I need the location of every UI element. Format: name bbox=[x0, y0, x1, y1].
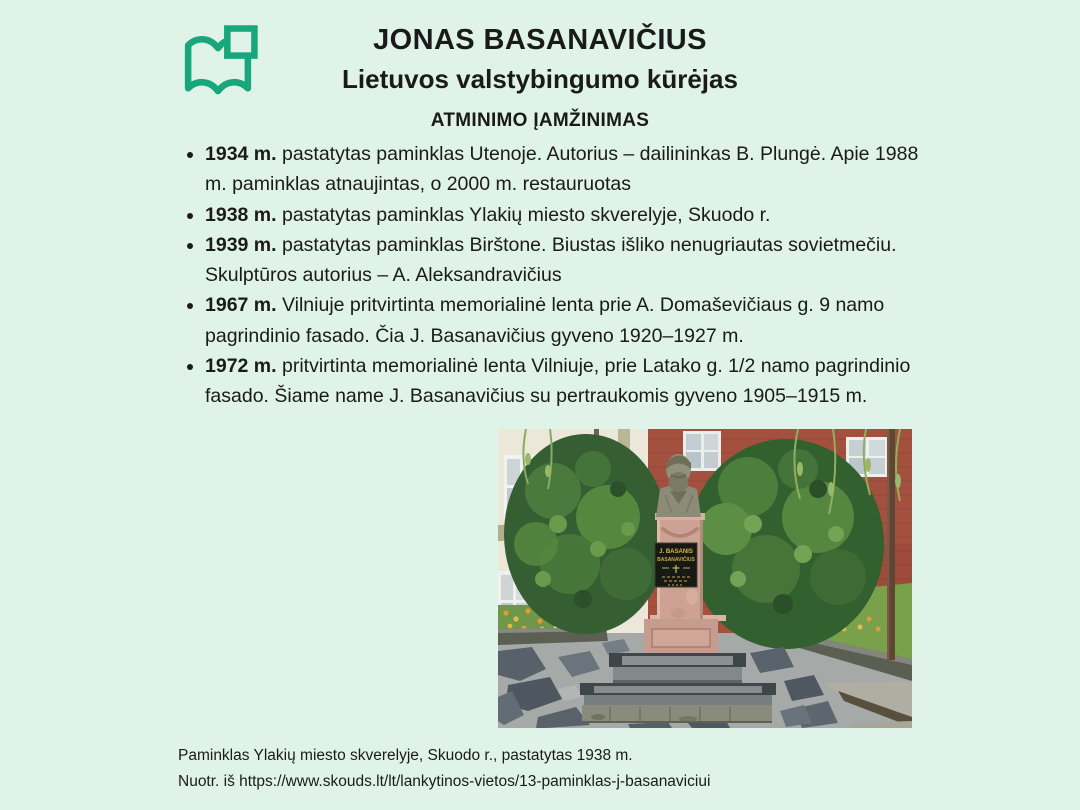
timeline-list bbox=[183, 139, 929, 412]
list-item bbox=[205, 200, 929, 230]
bullet-year: 1938 m. bbox=[205, 203, 277, 226]
memorial-plaque bbox=[655, 543, 697, 587]
list-item bbox=[205, 290, 929, 351]
photo-caption bbox=[178, 743, 710, 795]
page-subtitle: Lietuvos valstybingumo kūrėjas bbox=[342, 64, 738, 94]
bullet-text: Vilniuje pritvirtinta memorialinė lenta prie A. Domaševičiaus g. 9 namo pagrindinio fasado. Čia J. Basanavičius gyveno 1920–1927 m. bbox=[205, 294, 885, 347]
plaque-name-line2: BASANAVIČIUS bbox=[657, 557, 695, 563]
header bbox=[0, 0, 1080, 132]
monument-photo-svg bbox=[498, 429, 912, 728]
monument-photo bbox=[498, 429, 912, 728]
plaque-name-line1: J. BASANIS bbox=[659, 549, 693, 555]
caption-line-2: Nuotr. iš https://www.skouds.lt/lt/lankytinos-vietos/13-paminklas-j-basanaviciui bbox=[178, 773, 711, 790]
list-item bbox=[205, 230, 929, 291]
list-item bbox=[205, 351, 929, 412]
bullet-text: pritvirtinta memorialinė lenta Vilniuje, prie Latako g. 1/2 namo pagrindinio fasado. Šiame name J. Basanavičius su pertraukomis gyveno 1905–1915 m. bbox=[205, 355, 911, 408]
caption-line-1: Paminklas Ylakių miesto skverelyje, Skuodo r., pastatytas 1938 m. bbox=[178, 747, 633, 764]
pole bbox=[887, 429, 895, 660]
section-heading: ATMINIMO ĮAMŽINIMAS bbox=[430, 110, 650, 131]
bullet-year: 1972 m. bbox=[205, 355, 277, 378]
bullet-year: 1967 m. bbox=[205, 294, 277, 317]
page-title: JONAS BASANAVIČIUS bbox=[373, 24, 707, 56]
list-item bbox=[205, 139, 929, 200]
bullet-text: pastatytas paminklas Ylakių miesto skverelyje, Skuodo r. bbox=[281, 203, 771, 226]
bullet-text: pastatytas paminklas Birštone. Biustas išliko nenugriautas sovietmečiu. Skulptūros autorius – A. Aleksandravičius bbox=[205, 233, 897, 287]
bullet-year: 1934 m. bbox=[205, 143, 277, 165]
bullet-text: pastatytas paminklas Utenoje. Autorius – dailininkas B. Plungė. Apie 1988 m. paminklas atnaujintas, o 2000 m. restauruotas bbox=[205, 143, 919, 196]
bullet-year: 1939 m. bbox=[205, 233, 277, 256]
